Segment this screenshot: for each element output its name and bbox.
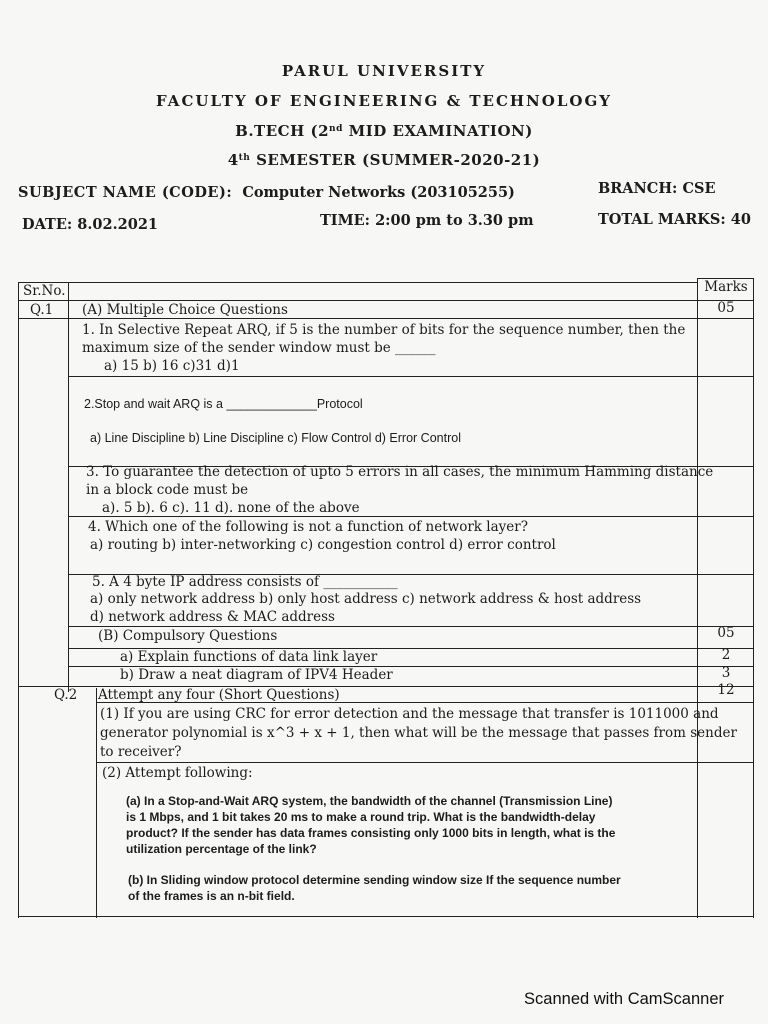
- mcq1-question-line2: maximum size of the sender window must be ______: [82, 340, 436, 356]
- mcq5-question: 5. A 4 byte IP address consists of ___________: [92, 574, 398, 590]
- q1-b-a-marks: 2: [721, 647, 731, 663]
- mcq3-question-line1: 3. To guarantee the detection of upto 5 errors in all cases, the minimum Hamming distance: [86, 464, 714, 480]
- q1-section-a-marks: 05: [717, 300, 735, 316]
- table-border-left: [18, 282, 19, 918]
- mcq2-question: 2.Stop and wait ARQ is a _____________Protocol: [84, 397, 363, 411]
- subject-line: SUBJECT NAME (CODE): Computer Networks (203105255): [18, 184, 515, 201]
- time-label: TIME: 2:00 pm to 3.30 pm: [320, 212, 534, 229]
- mcq4-options: a) routing b) inter-networking c) congestion control d) error control: [90, 537, 556, 553]
- question-table: [18, 278, 754, 918]
- q2-2b-line1: (b) In Sliding window protocol determine sending window size If the sequence number: [128, 873, 621, 887]
- q1-number: Q.1: [30, 302, 54, 318]
- mcq5-options-line2: d) network address & MAC address: [90, 609, 335, 625]
- col-header-srno: Sr.No.: [23, 283, 66, 299]
- row-divider: [96, 762, 754, 763]
- q2-1-line3: to receiver?: [100, 744, 182, 760]
- total-marks-label: TOTAL MARKS: 40: [598, 211, 751, 228]
- q1-b-a-question: a) Explain functions of data link layer: [120, 649, 378, 665]
- branch-label: BRANCH: CSE: [598, 180, 716, 197]
- q2-2a-line1: (a) In a Stop-and-Wait ARQ system, the bandwidth of the channel (Transmission Line): [126, 794, 613, 808]
- row-divider: [68, 626, 754, 627]
- q2-heading: Attempt any four (Short Questions): [98, 687, 340, 703]
- q2-2a-line2: is 1 Mbps, and 1 bit takes 20 ms to make a round trip. What is the bandwidth-delay: [126, 810, 596, 824]
- q1-section-a-title: (A) Multiple Choice Questions: [82, 302, 288, 318]
- q2-2-heading: (2) Attempt following:: [102, 765, 253, 781]
- table-divider-srno: [68, 282, 69, 692]
- date-label: DATE: 8.02.2021: [22, 216, 158, 233]
- mcq1-options: a) 15 b) 16 c)31 d)1: [104, 358, 240, 374]
- mcq3-options: a). 5 b). 6 c). 11 d). none of the above: [102, 500, 360, 516]
- mcq2-options: a) Line Discipline b) Line Discipline c) Flow Control d) Error Control: [90, 431, 461, 445]
- table-border-bottom: [18, 916, 754, 917]
- q2-1-line1: (1) If you are using CRC for error detection and the message that transfer is 1011000 and: [100, 706, 719, 722]
- q2-1-line2: generator polynomial is x^3 + x + 1, then what will be the message that passes from sender: [100, 725, 737, 741]
- mcq3-question-line2: in a block code must be: [86, 482, 249, 498]
- col-header-marks: Marks: [704, 279, 748, 295]
- row-divider: [68, 376, 754, 377]
- faculty-title: FACULTY OF ENGINEERING & TECHNOLOGY: [156, 92, 612, 110]
- q2-heading-marks: 12: [717, 682, 735, 698]
- q2-2b-line2: of the frames is an n-bit field.: [128, 889, 295, 903]
- q1-b-b-marks: 3: [721, 665, 731, 681]
- table-border-top: [18, 282, 698, 283]
- header-row-bottom: [18, 300, 754, 301]
- q2-number: Q.2: [54, 687, 78, 703]
- q2-2a-line3: product? If the sender has data frames consisting only 1000 bits in length, what is the: [126, 826, 616, 840]
- semester-title: 4th SEMESTER (SUMMER-2020-21): [227, 151, 541, 169]
- university-title: PARUL UNIVERSITY: [281, 62, 487, 80]
- q2-2a-line4: utilization percentage of the link?: [126, 842, 317, 856]
- camscanner-watermark: Scanned with CamScanner: [524, 990, 724, 1008]
- table-divider-marks: [697, 278, 698, 918]
- mcq1-question-line1: 1. In Selective Repeat ARQ, if 5 is the number of bits for the sequence number, then the: [82, 322, 686, 338]
- q1-section-b-marks: 05: [717, 625, 735, 641]
- mcq4-question: 4. Which one of the following is not a function of network layer?: [88, 519, 528, 535]
- q1-b-b-question: b) Draw a neat diagram of IPV4 Header: [120, 667, 393, 683]
- q1-section-b-title: (B) Compulsory Questions: [98, 628, 278, 644]
- table-divider-srno-lower: [96, 688, 97, 918]
- table-border-right: [753, 278, 754, 918]
- mcq5-options-line1: a) only network address b) only host address c) network address & host address: [90, 591, 642, 607]
- exam-title: B.TECH (2nd MID EXAMINATION): [235, 122, 533, 140]
